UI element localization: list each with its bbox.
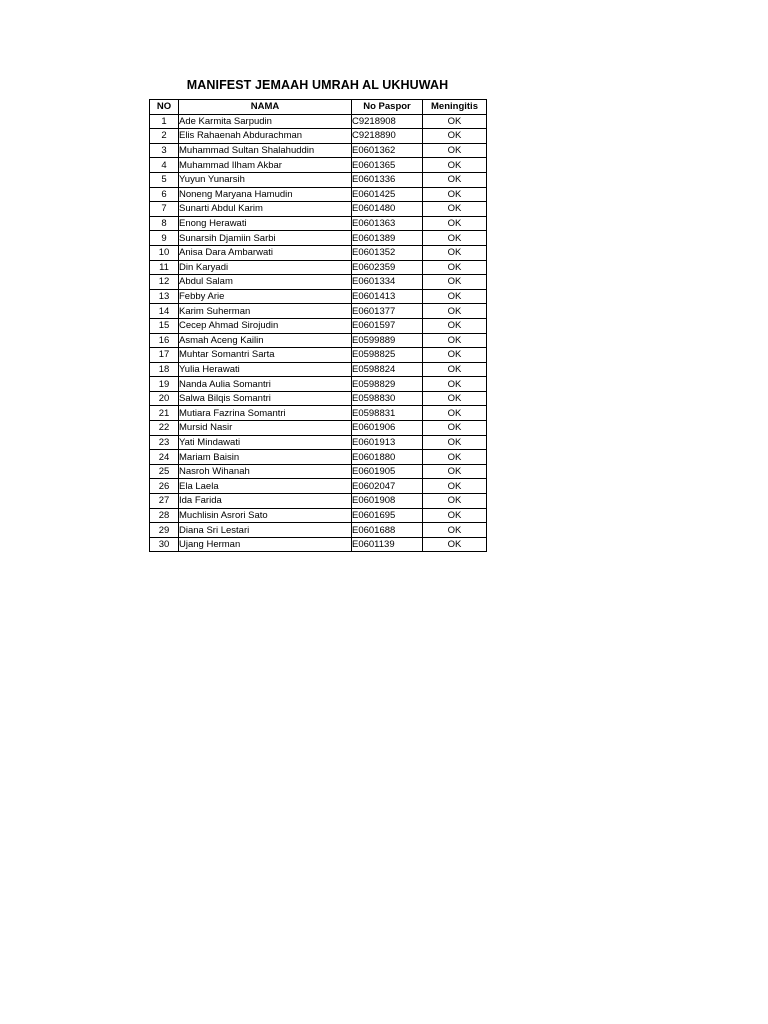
table-row: [150, 231, 487, 246]
table-row: [150, 464, 487, 479]
cell-nama: Sunarti Abdul Karim: [179, 202, 352, 217]
table-row: [150, 406, 487, 421]
column-header-meningitis: Meningitis: [423, 100, 487, 115]
cell-nama: Febby Arie: [179, 289, 352, 304]
table-row: [150, 143, 487, 158]
table-row: [150, 523, 487, 538]
cell-no: 18: [150, 362, 179, 377]
cell-meningitis: OK: [423, 143, 487, 158]
cell-nama: Anisa Dara Ambarwati: [179, 245, 352, 260]
cell-no: 26: [150, 479, 179, 494]
table-row: [150, 260, 487, 275]
cell-meningitis: OK: [423, 289, 487, 304]
cell-paspor: E0601913: [352, 435, 423, 450]
cell-nama: Yati Mindawati: [179, 435, 352, 450]
cell-paspor: E0601334: [352, 275, 423, 290]
cell-meningitis: OK: [423, 304, 487, 319]
cell-meningitis: OK: [423, 508, 487, 523]
cell-nama: Asmah Aceng Kailin: [179, 333, 352, 348]
cell-nama: Muhammad Ilham Akbar: [179, 158, 352, 173]
cell-no: 19: [150, 377, 179, 392]
cell-nama: Diana Sri Lestari: [179, 523, 352, 538]
cell-paspor: E0598824: [352, 362, 423, 377]
cell-nama: Nanda Aulia Somantri: [179, 377, 352, 392]
cell-paspor: E0602047: [352, 479, 423, 494]
cell-no: 1: [150, 114, 179, 129]
cell-meningitis: OK: [423, 187, 487, 202]
cell-nama: Yulia Herawati: [179, 362, 352, 377]
cell-paspor: E0601480: [352, 202, 423, 217]
cell-nama: Sunarsih Djamiin Sarbi: [179, 231, 352, 246]
table-row: [150, 479, 487, 494]
cell-no: 14: [150, 304, 179, 319]
cell-no: 15: [150, 318, 179, 333]
cell-meningitis: OK: [423, 275, 487, 290]
cell-paspor: E0598829: [352, 377, 423, 392]
cell-paspor: E0601688: [352, 523, 423, 538]
cell-no: 7: [150, 202, 179, 217]
cell-meningitis: OK: [423, 318, 487, 333]
table-row: [150, 158, 487, 173]
cell-meningitis: OK: [423, 523, 487, 538]
cell-nama: Ela Laela: [179, 479, 352, 494]
table-row: [150, 537, 487, 552]
table-row: [150, 114, 487, 129]
table-header-row: [150, 100, 487, 115]
cell-no: 5: [150, 172, 179, 187]
cell-paspor: E0598831: [352, 406, 423, 421]
table-row: [150, 421, 487, 436]
cell-meningitis: OK: [423, 245, 487, 260]
cell-no: 30: [150, 537, 179, 552]
cell-nama: Din Karyadi: [179, 260, 352, 275]
cell-nama: Salwa Bilqis Somantri: [179, 391, 352, 406]
table-row: [150, 304, 487, 319]
cell-paspor: E0601597: [352, 318, 423, 333]
table-row: [150, 129, 487, 144]
manifest-table: [149, 99, 487, 552]
cell-nama: Abdul Salam: [179, 275, 352, 290]
cell-nama: Mariam Baisin: [179, 450, 352, 465]
table-row: [150, 391, 487, 406]
cell-nama: Karim Suherman: [179, 304, 352, 319]
cell-nama: Noneng Maryana Hamudin: [179, 187, 352, 202]
page-title: MANIFEST JEMAAH UMRAH AL UKHUWAH: [186, 78, 449, 92]
cell-no: 11: [150, 260, 179, 275]
cell-meningitis: OK: [423, 348, 487, 363]
cell-paspor: E0601365: [352, 158, 423, 173]
cell-meningitis: OK: [423, 216, 487, 231]
column-header-no: NO: [150, 100, 179, 115]
cell-paspor: E0602359: [352, 260, 423, 275]
cell-meningitis: OK: [423, 231, 487, 246]
cell-paspor: E0601425: [352, 187, 423, 202]
column-header-nama: NAMA: [179, 100, 352, 115]
cell-paspor: E0601908: [352, 494, 423, 509]
cell-no: 25: [150, 464, 179, 479]
cell-paspor: C9218908: [352, 114, 423, 129]
cell-nama: Ade Karmita Sarpudin: [179, 114, 352, 129]
cell-meningitis: OK: [423, 406, 487, 421]
table-row: [150, 289, 487, 304]
cell-no: 20: [150, 391, 179, 406]
table-row: [150, 508, 487, 523]
table-row: [150, 435, 487, 450]
cell-meningitis: OK: [423, 479, 487, 494]
cell-meningitis: OK: [423, 435, 487, 450]
cell-paspor: E0601352: [352, 245, 423, 260]
cell-paspor: E0601413: [352, 289, 423, 304]
cell-no: 6: [150, 187, 179, 202]
cell-meningitis: OK: [423, 421, 487, 436]
cell-nama: Elis Rahaenah Abdurachman: [179, 129, 352, 144]
table-row: [150, 187, 487, 202]
table-body: [150, 114, 487, 552]
table-row: [150, 494, 487, 509]
cell-meningitis: OK: [423, 129, 487, 144]
cell-paspor: E0601139: [352, 537, 423, 552]
cell-no: 4: [150, 158, 179, 173]
table-row: [150, 172, 487, 187]
cell-no: 27: [150, 494, 179, 509]
table-row: [150, 216, 487, 231]
table-row: [150, 202, 487, 217]
cell-paspor: C9218890: [352, 129, 423, 144]
cell-nama: Nasroh Wihanah: [179, 464, 352, 479]
cell-meningitis: OK: [423, 391, 487, 406]
cell-no: 29: [150, 523, 179, 538]
cell-meningitis: OK: [423, 464, 487, 479]
cell-no: 12: [150, 275, 179, 290]
cell-no: 24: [150, 450, 179, 465]
table-row: [150, 377, 487, 392]
cell-nama: Mursid Nasir: [179, 421, 352, 436]
cell-meningitis: OK: [423, 494, 487, 509]
cell-paspor: E0601905: [352, 464, 423, 479]
cell-paspor: E0601377: [352, 304, 423, 319]
cell-no: 2: [150, 129, 179, 144]
cell-nama: Cecep Ahmad Sirojudin: [179, 318, 352, 333]
cell-paspor: E0599889: [352, 333, 423, 348]
cell-paspor: E0601695: [352, 508, 423, 523]
cell-paspor: E0601362: [352, 143, 423, 158]
column-header-paspor: No Paspor: [352, 100, 423, 115]
cell-nama: Ida Farida: [179, 494, 352, 509]
cell-paspor: E0601363: [352, 216, 423, 231]
cell-meningitis: OK: [423, 450, 487, 465]
cell-no: 23: [150, 435, 179, 450]
cell-paspor: E0601906: [352, 421, 423, 436]
cell-no: 13: [150, 289, 179, 304]
cell-nama: Yuyun Yunarsih: [179, 172, 352, 187]
cell-no: 16: [150, 333, 179, 348]
cell-no: 17: [150, 348, 179, 363]
cell-meningitis: OK: [423, 158, 487, 173]
table-row: [150, 275, 487, 290]
cell-no: 22: [150, 421, 179, 436]
cell-no: 28: [150, 508, 179, 523]
cell-paspor: E0601336: [352, 172, 423, 187]
cell-no: 9: [150, 231, 179, 246]
cell-meningitis: OK: [423, 537, 487, 552]
cell-meningitis: OK: [423, 172, 487, 187]
table-row: [150, 348, 487, 363]
cell-nama: Enong Herawati: [179, 216, 352, 231]
cell-no: 21: [150, 406, 179, 421]
table-row: [150, 318, 487, 333]
cell-meningitis: OK: [423, 114, 487, 129]
cell-paspor: E0601880: [352, 450, 423, 465]
cell-meningitis: OK: [423, 362, 487, 377]
cell-meningitis: OK: [423, 260, 487, 275]
cell-nama: Muhtar Somantri Sarta: [179, 348, 352, 363]
cell-meningitis: OK: [423, 202, 487, 217]
cell-paspor: E0601389: [352, 231, 423, 246]
table-row: [150, 333, 487, 348]
cell-nama: Muhammad Sultan Shalahuddin: [179, 143, 352, 158]
cell-meningitis: OK: [423, 377, 487, 392]
table-row: [150, 450, 487, 465]
cell-nama: Ujang Herman: [179, 537, 352, 552]
cell-no: 3: [150, 143, 179, 158]
cell-no: 10: [150, 245, 179, 260]
cell-meningitis: OK: [423, 333, 487, 348]
cell-no: 8: [150, 216, 179, 231]
table-row: [150, 362, 487, 377]
cell-nama: Mutiara Fazrina Somantri: [179, 406, 352, 421]
cell-paspor: E0598830: [352, 391, 423, 406]
table-row: [150, 245, 487, 260]
cell-paspor: E0598825: [352, 348, 423, 363]
cell-nama: Muchlisin Asrori Sato: [179, 508, 352, 523]
